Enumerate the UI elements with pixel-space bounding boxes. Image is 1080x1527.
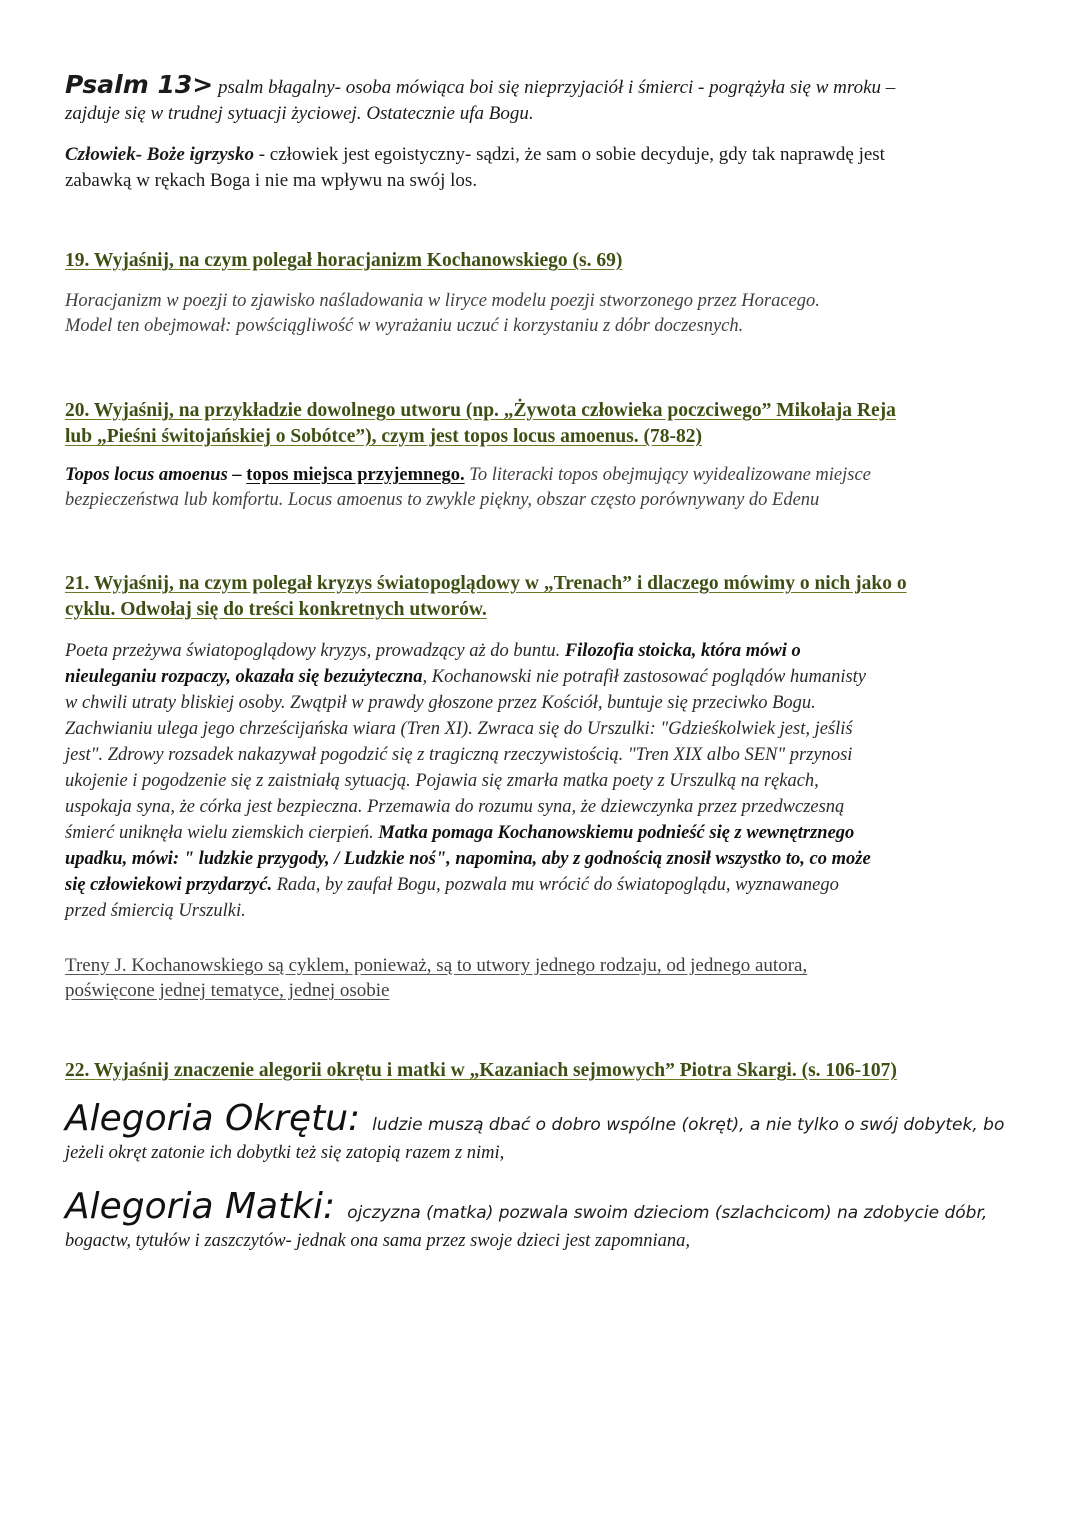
q21-p10a: się człowiekowi przydarzyć. (65, 875, 273, 895)
q21-p8a: śmierć uniknęła wielu ziemskich cierpień. (65, 823, 379, 843)
alegoria-matki-line-2: bogactw, tytułów i zaszczytów- jednak ona sama przez swoje dzieci jest zapomniana, (65, 1231, 691, 1251)
czlowiek-term: Człowiek- Boże igrzysko (65, 144, 254, 165)
question-21-answer (65, 638, 1025, 924)
q21-p11: przed śmiercią Urszulki. (65, 901, 246, 921)
czlowiek-paragraph (65, 142, 1025, 194)
q21-cycle-line-1: Treny J. Kochanowskiego są cyklem, ponieważ, są to utwory jednego rodzaju, od jednego autora, (65, 955, 808, 976)
q20-rest-1: To literacki topos obejmujący wyidealizowane miejsce (464, 465, 871, 485)
alegoria-matki-text: ojczyzna (matka) pozwala swoim dzieciom (szlachcicom) na zdobycie dóbr, (347, 1203, 988, 1223)
czlowiek-line-2: zabawką w rękach Boga i nie ma wpływu na swój los. (65, 170, 478, 191)
q21-cycle-paragraph (65, 953, 1025, 1003)
question-20-heading (65, 398, 1025, 450)
q21-p2a: nieuleganiu rozpaczy, okazała się bezużyteczna (65, 667, 423, 687)
q19-line-1: Horacjanizm w poezji to zjawisko naśladowania w liryce modelu poezji stworzonego przez Horacego. (65, 291, 820, 311)
q19-line-2: Model ten obejmował: powściągliwość w wyrażaniu uczuć i korzystaniu z dóbr doczesnych. (65, 316, 744, 336)
q21-heading-2: cyklu. Odwołaj się do treści konkretnych utworów. (65, 599, 487, 620)
q21-p3: w chwili utraty bliskiej osoby. Zwątpił w prawdy głoszone przez Kościół, buntuje się przeciwko Bogu. (65, 693, 816, 713)
question-21-heading (65, 571, 1025, 623)
q21-cycle-line-2: poświęcone jednej tematyce, jednej osobie (65, 980, 390, 1001)
psalm-line-1: psalm błagalny- osoba mówiąca boi się nieprzyjaciół i śmierci - pogrążyła się w mroku – (213, 77, 896, 98)
question-19-heading: 19. Wyjaśnij, na czym polegał horacjanizm Kochanowskiego (s. 69) (65, 250, 623, 271)
q21-p6: ukojenie i pogodzenie się z zaistniałą sytuacją. Pojawia się zmarła matka poety z Urszulką na rękach, (65, 771, 819, 791)
alegoria-matki-title: Alegoria Matki: (65, 1186, 336, 1227)
question-20-answer (65, 463, 1025, 513)
q21-p1b: Filozofia stoicka, która mówi o (564, 641, 801, 661)
question-19-answer (65, 289, 1025, 339)
alegoria-matki (65, 1186, 1025, 1254)
q21-p2b: , Kochanowski nie potrafił zastosować poglądów humanisty (422, 667, 867, 687)
q21-p1a: Poeta przeżywa światopoglądowy kryzys, prowadzący aż do buntu. (65, 641, 565, 661)
psalm-line-2: zajduje się w trudnej sytuacji życiowej. Ostatecznie ufa Bogu. (65, 103, 534, 124)
alegoria-okretu-text: ludzie muszą dbać o dobro wspólne (okręt), a nie tylko o swój dobytek, bo (372, 1115, 1005, 1135)
psalm-paragraph (65, 70, 1025, 127)
q21-p8b: Matka pomaga Kochanowskiemu podnieść się z wewnętrznego (378, 823, 855, 843)
alegoria-okretu-line-2: jeżeli okręt zatonie ich dobytki też się zatopią razem z nimi, (65, 1143, 505, 1163)
q20-heading-1: 20. Wyjaśnij, na przykładzie dowolnego utworu (np. „Żywota człowieka poczciwego” Mikołaja Reja (65, 400, 896, 421)
q21-p10b: Rada, by zaufał Bogu, pozwala mu wrócić do światopoglądu, wyznawanego (272, 875, 839, 895)
q20-heading-2: lub „Pieśni świtojańskiej o Sobótce”), czym jest topos locus amoenus. (78-82) (65, 426, 702, 447)
alegoria-okretu (65, 1098, 1025, 1166)
psalm-title: Psalm 13> (65, 70, 214, 99)
czlowiek-text: - człowiek jest egoistyczny- sądzi, że sam o sobie decyduje, gdy tak naprawdę jest (253, 144, 885, 165)
question-22-heading: 22. Wyjaśnij znaczenie alegorii okrętu i matki w „Kazaniach sejmowych” Piotra Skargi. (s. 106-107) (65, 1060, 897, 1081)
q21-p4: Zachwianiu ulega jego chrześcijańska wiara (Tren XI). Zwraca się do Urszulki: "Gdzieśkolwiek jest, jeśliś (65, 719, 853, 739)
q21-heading-1: 21. Wyjaśnij, na czym polegał kryzys światopoglądowy w „Trenach” i dlaczego mówimy o nich jako o (65, 573, 907, 594)
locus-definition: topos miejsca przyjemnego. (246, 465, 465, 485)
q21-p9: upadku, mówi: " ludzkie przygody, / Ludzkie noś", napomina, aby z godnością znosił wszystko to, co może (65, 849, 871, 869)
locus-term: Topos locus amoenus – (65, 465, 247, 485)
q21-p5: jest". Zdrowy rozsadek nakazywał pogodzić się z tragiczną rzeczywistością. "Tren XIX albo SEN" przynosi (65, 745, 853, 765)
alegoria-okretu-title: Alegoria Okrętu: (65, 1098, 361, 1139)
q20-line-2: bezpieczeństwa lub komfortu. Locus amoenus to zwykle piękny, obszar często porównywany do Edenu (65, 490, 820, 510)
q21-p7: uspokaja syna, że córka jest bezpieczna. Przemawia do rozumu syna, że dziewczynka przez przedwczesną (65, 797, 845, 817)
